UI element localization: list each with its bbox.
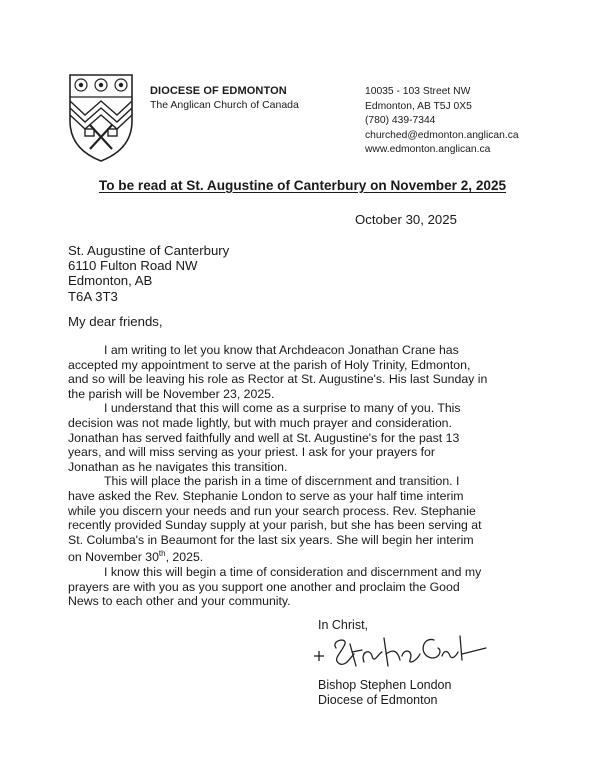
body-paragraph <box>68 565 540 609</box>
body-line: the parish will be November 23, 2025. <box>68 386 275 401</box>
body-line: Jonathan has served faithfully and well at St. Augustine's for the past 13 <box>68 430 460 445</box>
body-line: recently provided Sunday supply at your parish, but she has been serving at <box>68 518 482 533</box>
org-name: DIOCESE OF EDMONTON <box>150 85 287 97</box>
interim-start-line: on November 30th, 2025. <box>68 549 204 565</box>
address-street: 10035 - 103 Street NW <box>365 86 471 97</box>
handwritten-signature <box>306 626 490 676</box>
address-website: www.edmonton.anglican.ca <box>365 144 491 156</box>
body-line: Jonathan as he navigates this transition. <box>68 459 288 474</box>
body-line: News to each other and your community. <box>68 594 291 609</box>
closing: In Christ, <box>318 618 369 632</box>
address-city: Edmonton, AB T5J 0X5 <box>365 100 472 112</box>
address-phone: (780) 439-7344 <box>365 115 436 127</box>
body-line: I am writing to let you know that Archdeacon Jonathan Crane has <box>104 343 459 357</box>
signer-name: Bishop Stephen London <box>318 678 452 692</box>
recipient-line: T6A 3T3 <box>68 288 118 304</box>
body-line: prayers are with you as you support one another and proclaim the Good <box>68 579 460 594</box>
letter-heading: To be read at St. Augustine of Canterbury on November 2, 2025 <box>98 178 507 193</box>
body-line: and so will be leaving his role as Rector at St. Augustine's. His last Sunday in <box>68 372 488 387</box>
recipient-address <box>68 243 229 304</box>
recipient-line: Edmonton, AB <box>68 273 153 289</box>
greeting: My dear friends, <box>68 314 163 329</box>
letterhead-address <box>365 85 519 158</box>
body-line: have asked the Rev. Stephanie London to serve as your half time interim <box>68 488 464 503</box>
body-line: I understand that this will come as a surprise to many of you. This <box>104 401 461 416</box>
letter-body <box>68 343 540 609</box>
body-line: I know this will begin a time of consideration and discernment and my <box>104 565 482 579</box>
body-line: while you discern your needs and run your search process. Rev. Stephanie <box>68 503 476 518</box>
body-line: This will place the parish in a time of discernment and transition. I <box>104 474 460 489</box>
recipient-line: 6110 Fulton Road NW <box>68 258 198 274</box>
address-email: churched@edmonton.anglican.ca <box>365 129 519 141</box>
recipient-line: St. Augustine of Canterbury <box>68 243 230 258</box>
letter-date: October 30, 2025 <box>355 212 457 227</box>
body-paragraph <box>68 474 540 565</box>
org-subtitle: The Anglican Church of Canada <box>150 99 299 111</box>
body-paragraph <box>68 343 540 401</box>
diocese-crest-logo <box>68 73 134 163</box>
body-line: accepted my appointment to serve at the parish of Holy Trinity, Edmonton, <box>68 357 471 372</box>
body-line: St. Columba's in Beaumont for the last six years. She will begin her interim <box>68 532 474 547</box>
body-line: years, and will miss serving as your priest. I ask for your prayers for <box>68 445 435 460</box>
body-line: decision was not made lightly, but with much prayer and consideration. <box>68 415 452 430</box>
signer-title: Diocese of Edmonton <box>318 693 438 707</box>
signer-block <box>318 678 451 708</box>
body-paragraph <box>68 401 540 474</box>
